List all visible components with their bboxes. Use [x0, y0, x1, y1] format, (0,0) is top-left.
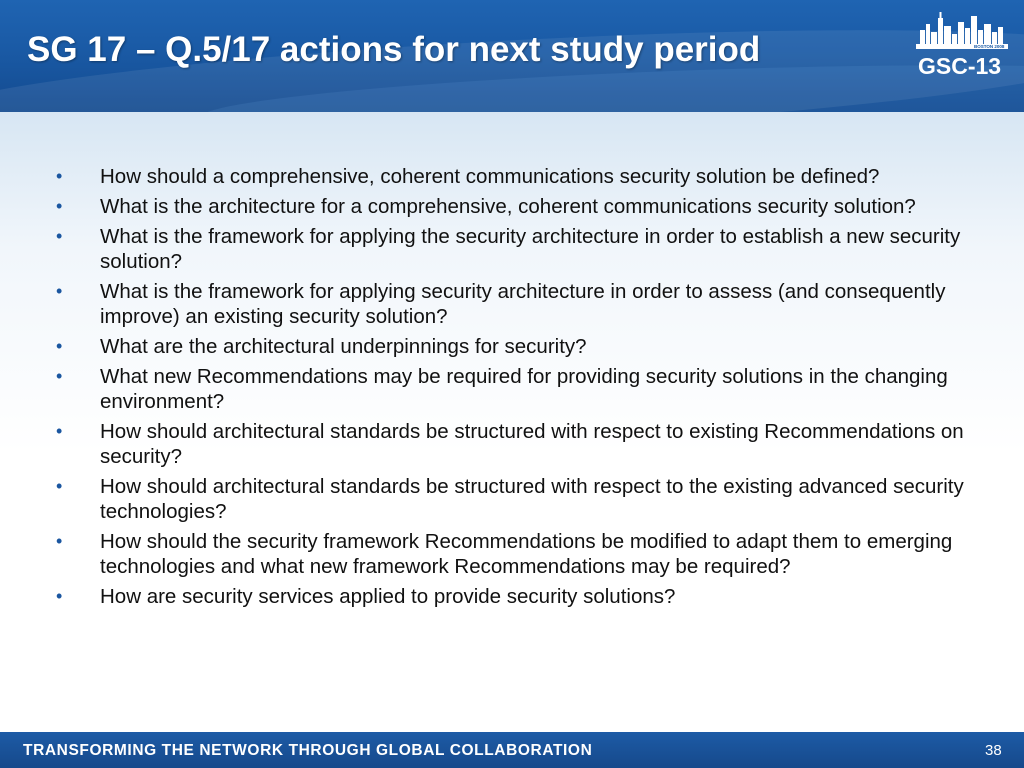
list-item-text: How should architectural standards be structured with respect to existing Recommendations on security?	[100, 420, 964, 468]
svg-text:GSC-13: GSC-13	[918, 53, 1002, 79]
list-item	[56, 529, 971, 579]
list-item-text: How are security services applied to provide security solutions?	[100, 585, 676, 608]
bullet-icon: •	[56, 196, 63, 216]
list-item-text: What new Recommendations may be required for providing security solutions in the changing environment?	[100, 365, 948, 413]
list-item-text: What is the framework for applying the security architecture in order to establish a new security solution?	[100, 225, 961, 273]
boston-skyline-icon	[920, 12, 1003, 44]
list-item	[56, 334, 971, 359]
bullet-icon: •	[56, 281, 63, 301]
list-item-text: How should architectural standards be structured with respect to the existing advanced security technologies?	[100, 475, 964, 523]
list-item	[56, 279, 971, 329]
footer-tagline: TRANSFORMING THE NETWORK THROUGH GLOBAL COLLABORATION	[23, 742, 593, 759]
list-item	[56, 364, 971, 414]
list-item	[56, 584, 971, 609]
bullet-icon: •	[56, 336, 63, 356]
bullet-icon: •	[56, 226, 63, 246]
list-item	[56, 194, 971, 219]
bullet-icon: •	[56, 476, 63, 496]
slide-title: SG 17 – Q.5/17 actions for next study period	[27, 30, 761, 69]
list-item	[56, 164, 971, 189]
list-item-text: How should the security framework Recommendations be modified to adapt them to emerging technologies and what new framework Recommendations may be required?	[100, 530, 953, 578]
bullet-icon: •	[56, 421, 63, 441]
svg-text:BOSTON 2008: BOSTON 2008	[974, 44, 1005, 50]
list-item-text: What are the architectural underpinnings for security?	[100, 335, 587, 358]
gsc-logo	[912, 8, 1012, 80]
bullet-icon: •	[56, 366, 63, 386]
list-item	[56, 224, 971, 274]
bullet-icon: •	[56, 166, 63, 186]
list-item	[56, 419, 971, 469]
list-item-text: What is the architecture for a comprehensive, coherent communications security solution?	[100, 195, 916, 218]
bullet-icon: •	[56, 531, 63, 551]
list-item-text: What is the framework for applying security architecture in order to assess (and consequently improve) an existing security solution?	[100, 280, 946, 328]
list-item	[56, 474, 971, 524]
bullet-list	[56, 164, 971, 614]
page-number: 38	[985, 742, 1002, 759]
bullet-icon: •	[56, 586, 63, 606]
list-item-text: How should a comprehensive, coherent communications security solution be defined?	[100, 165, 880, 188]
